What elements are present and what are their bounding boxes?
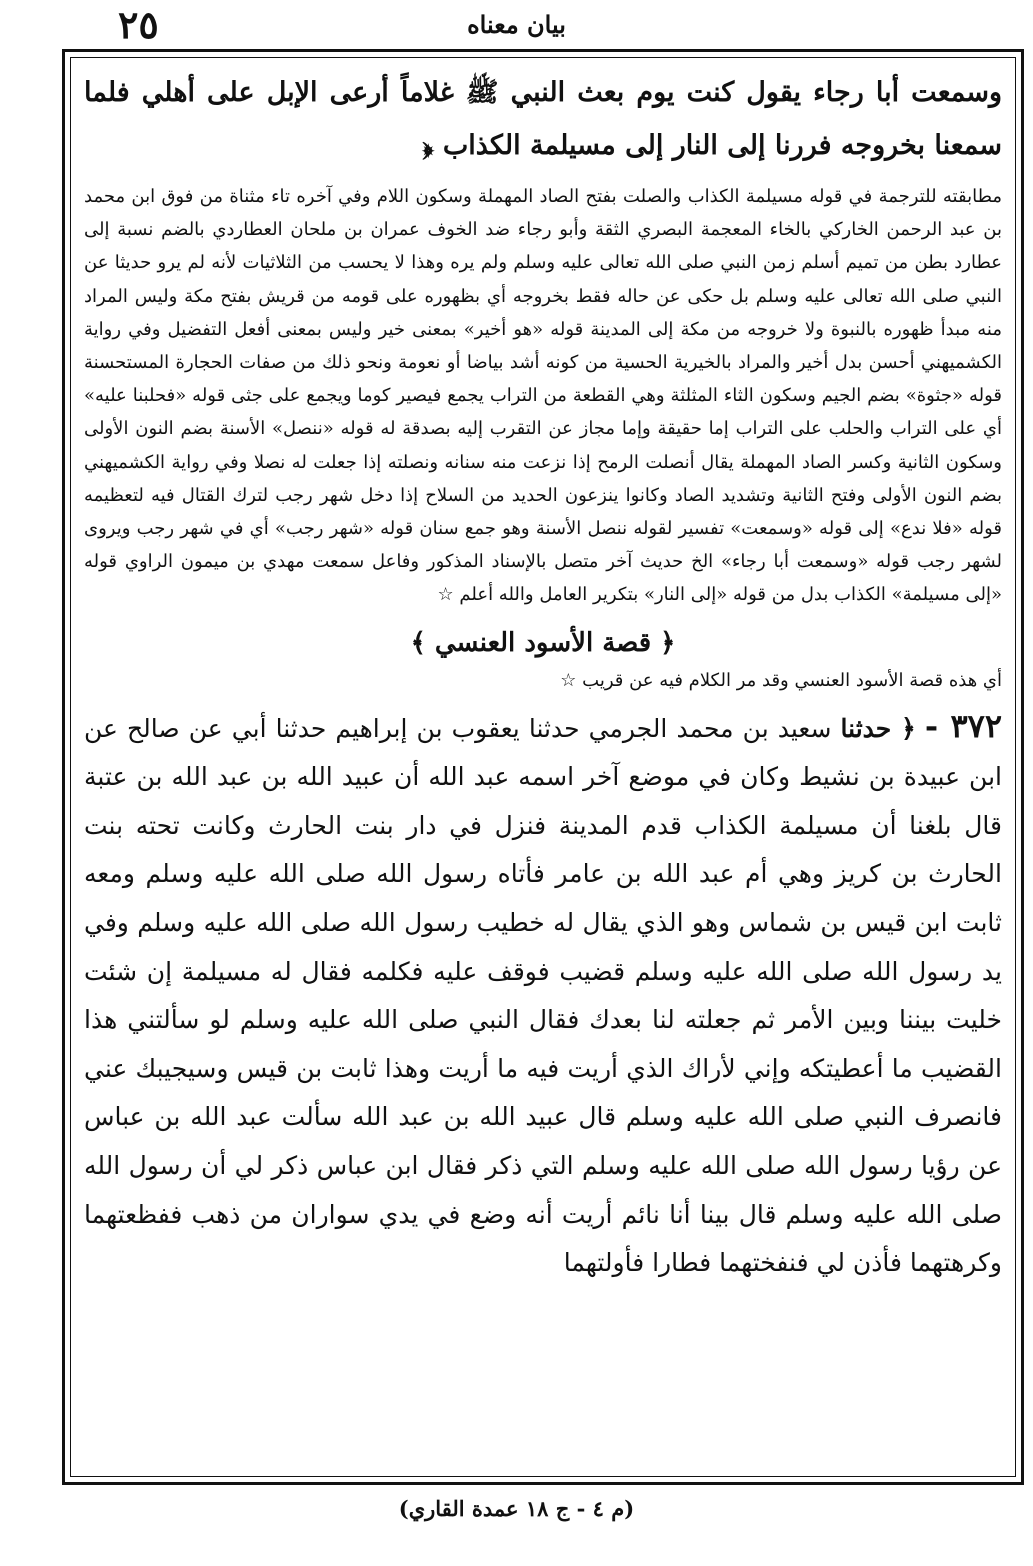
commentary-text: مطابقته للترجمة في قوله مسيلمة الكذاب والصلت بفتح الصاد المهملة وسكون اللام وفي آخره تاء مثناة من فوق ابن محمد بن عبد الرحمن الخاركي بالخاء المعجمة البصري الثقة وأبو رجاء ضد الخوف عمران بن ملحان العطاردي بالضم نسبة إلى عطارد بطن من تميم أسلم زمن النبي صلى الله تعالى عليه وسلم ولم يره وهذا لا يحسب من الثلاثيات لأنه لم يرو حديثا عن النبي صلى الله تعالى عليه وسلم بل حكى عن حاله فقط بخروجه أي بظهوره على قومه من قريش بفتح مكة وليس المراد منه مبدأ ظهوره بالنبوة ولا خروجه من مكة إلى المدينة قوله «هو أخير» بمعنى خير وليس بمعنى أفعل التفضيل وفي رواية الكشميهني أحسن بدل أخير والمراد بالخيرية الحسية من كونه أشد بياضا أو نعومة ونحو ذلك من صفات الحجارة المستحسنة قوله «جثوة» بضم الجيم وسكون الثاء المثلثة وهي القطعة من التراب يجمع فيصير كوما ويجمع على جثى قوله «فحلبنا عليه» أي على التراب والحلب على التراب إما حقيقة وإما مجاز عن التقرب إليه بصدقة له قوله «ننصل» الأسنة بضم النون الأولى وسكون الثانية وكسر الصاد المهملة يقال أنصلت الرمح إذا نزعت منه سنانه ونصلته إذا جعلت له نصلا وفي رواية الكشميهني بضم النون الأولى وفتح الثانية وتشديد الصاد وكانوا ينزعون الحديد من السلاح إذا دخل شهر رجب لترك القتال فيه لتعظيمه قوله «فلا ندع» إلى قوله «وسمعت» تفسير لقوله ننصل الأسنة وهو جمع سنان قوله «شهر رجب» أي في شهر رجب ويروى لشهر رجب قوله «وسمعت أبا رجاء» الخ حديث آخر متصل بالإسناد المذكور وفاعل سمعت مهدي بن ميمون الراوي قوله «إلى مسيلمة» الكذاب بدل من قوله «إلى النار» بتكرير العامل والله أعلم ☆ (84, 186, 1002, 606)
hadith-text-top: وسمعت أبا رجاء يقول كنت يوم بعث النبي ﷺ غلاماً أرعى الإبل على أهلي فلما سمعنا بخروجه فررنا إلى النار إلى مسيلمة الكذاب ﴿ (84, 77, 1002, 161)
hadith-number: ٣٧٢ - (924, 706, 1002, 745)
page-number: ٢٥ (118, 2, 159, 47)
running-header: بيان معناه (467, 10, 566, 39)
haddathana-label: ﴿ حدثنا (840, 713, 916, 743)
section-intro: أي هذه قصة الأسود العنسي وقد مر الكلام فيه عن قريب ☆ (560, 669, 1002, 691)
page-body (84, 66, 1002, 1288)
hadith-372-text: سعيد بن محمد الجرمي حدثنا يعقوب بن إبراهيم حدثنا أبي عن صالح عن ابن عبيدة بن نشيط وكان في موضع آخر اسمه عبد الله أن عبيد الله بن عبد الله بن عتبة قال بلغنا أن مسيلمة الكذاب قدم المدينة فنزل في دار بنت الحارث وكانت تحته بنت الحارث بن كريز وهي أم عبد الله بن عامر فأتاه رسول الله صلى الله عليه وسلم ومعه ثابت ابن قيس بن شماس وهو الذي يقال له خطيب رسول الله صلى الله عليه وسلم وفي يد رسول الله صلى الله عليه وسلم قضيب فوقف عليه فكلمه فقال له مسيلمة إن شئت خليت بيننا وبين الأمر ثم جعلته لنا بعدك فقال النبي صلى الله عليه وسلم لو سألتني هذا القضيب ما أعطيتكه وإني لأراك الذي أريت فيه ما أريت وهذا ثابت بن قيس وسيجيبك عني فانصرف النبي صلى الله عليه وسلم قال عبيد الله بن عبد الله سألت عبد الله بن عباس عن رؤيا رسول الله صلى الله عليه وسلم التي ذكر فقال ابن عباس ذكر لي أن رسول الله صلى الله عليه وسلم قال بينا أنا نائم أريت أنه وضع في يدي سواران من ذهب ففظعتهما وكرهتهما فأذن لي فنفختهما فطارا فأولتهما (84, 713, 1002, 1278)
hadith-372 (84, 702, 1002, 1288)
section-heading: ﴿ قصة الأسود العنسي ﴾ (410, 627, 676, 658)
footer-signature: (م ٤ - ج ١٨ عمدة القاري) (398, 1496, 635, 1521)
